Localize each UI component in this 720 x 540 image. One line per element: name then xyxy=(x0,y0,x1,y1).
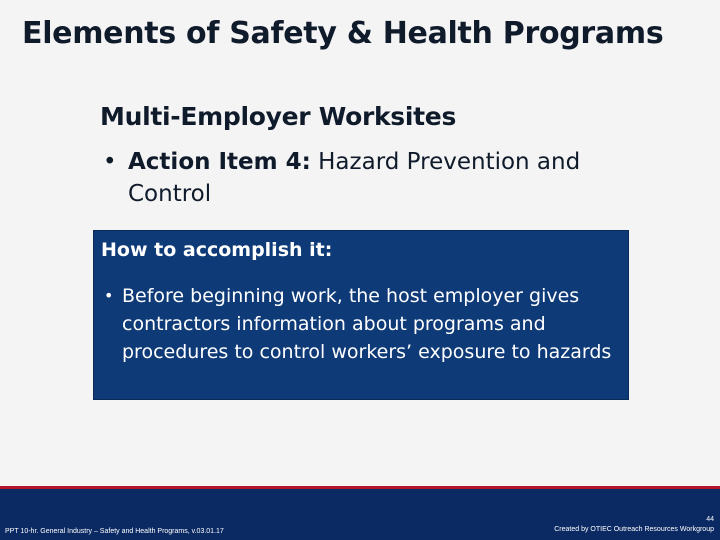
action-item xyxy=(103,146,663,210)
footer-credit: Created by OTIEC Outreach Resources Workgroup xyxy=(554,526,714,533)
how-to-item-text: Before beginning work, the host employer gives contractors information about programs and procedures to control workers’ exposure to hazards xyxy=(122,285,612,363)
how-to-box xyxy=(93,230,629,400)
how-to-title: How to accomplish it: xyxy=(101,239,333,261)
footer-course-label: PPT 10-hr. General Industry – Safety and Health Programs, v.03.01.17 xyxy=(5,528,224,535)
footer-stripe xyxy=(0,486,720,489)
slide-subtitle: Multi-Employer Worksites xyxy=(100,102,457,131)
action-item-text xyxy=(128,146,663,210)
bullet-icon: • xyxy=(103,149,117,175)
action-item-label: Action Item 4: xyxy=(128,149,311,175)
how-to-item xyxy=(104,282,619,366)
footer-bar xyxy=(0,486,720,540)
slide-title: Elements of Safety & Health Programs xyxy=(22,16,664,51)
bullet-icon: • xyxy=(104,286,114,305)
action-item-body: Hazard Prevention and Control xyxy=(128,149,581,207)
page-number: 44 xyxy=(706,516,714,523)
